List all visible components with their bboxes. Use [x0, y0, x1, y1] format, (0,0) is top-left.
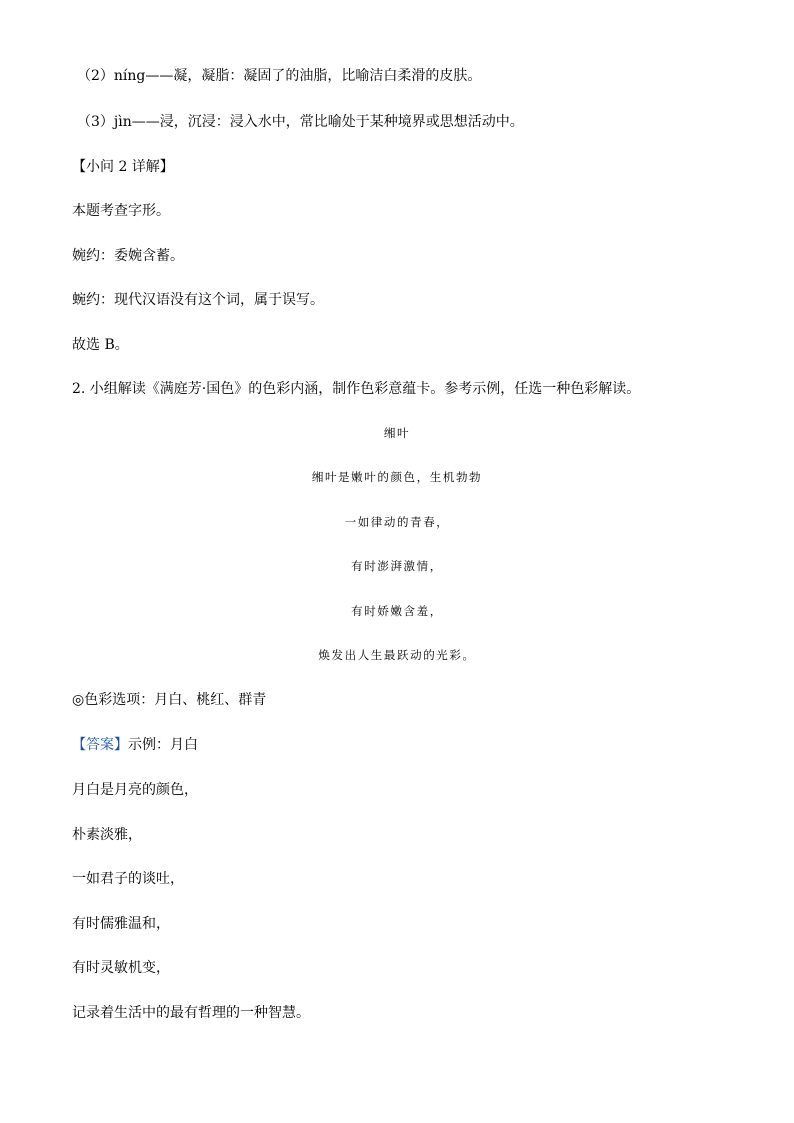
- answer-lead-line: [72, 735, 198, 755]
- example-card-line: 缃叶是嫩叶的颜色，生机勃勃: [311, 470, 483, 484]
- detail-intro: 本题考查字形。: [72, 203, 170, 219]
- answer-tag: 【答案】: [72, 737, 128, 753]
- answer-line: 有时儒雅温和，: [72, 916, 170, 932]
- note-2: （2）níng——凝，凝脂：凝固了的油脂，比喻洁白柔滑的皮肤。: [77, 68, 482, 84]
- example-card-line: 焕发出人生最跃动的光彩。: [318, 648, 476, 662]
- example-card-line: 有时澎湃激情，: [351, 559, 443, 573]
- detail-conclusion: 故选 B。: [72, 337, 129, 353]
- answer-line: 朴素淡雅，: [72, 827, 142, 843]
- answer-line: 一如君子的谈吐，: [72, 871, 184, 887]
- example-card-line: 有时娇嫩含羞，: [351, 604, 443, 618]
- example-card-title: 缃叶: [383, 426, 411, 440]
- detail-line-2: 蜿约：现代汉语没有这个词，属于误写。: [72, 292, 324, 308]
- answer-lead: 示例：月白: [128, 737, 198, 753]
- note-3: （3）jìn——浸，沉浸：浸入水中，常比喻处于某种境界或思想活动中。: [77, 114, 524, 130]
- answer-line: 月白是月亮的颜色，: [72, 782, 198, 798]
- detail-line-1: 婉约：委婉含蓄。: [72, 248, 184, 264]
- answer-line: 有时灵敏机变，: [72, 960, 170, 976]
- answer-line: 记录着生活中的最有哲理的一种智慧。: [72, 1005, 310, 1021]
- color-options: ◎色彩选项：月白、桃红、群青: [72, 692, 267, 708]
- example-card-line: 一如律动的青春，: [344, 515, 450, 529]
- question-2-prompt: 2. 小组解读《满庭芳·国色》的色彩内涵，制作色彩意蕴卡。参考示例，任选一种色彩解读。: [72, 381, 641, 397]
- section-header: 【小问 2 详解】: [72, 159, 174, 175]
